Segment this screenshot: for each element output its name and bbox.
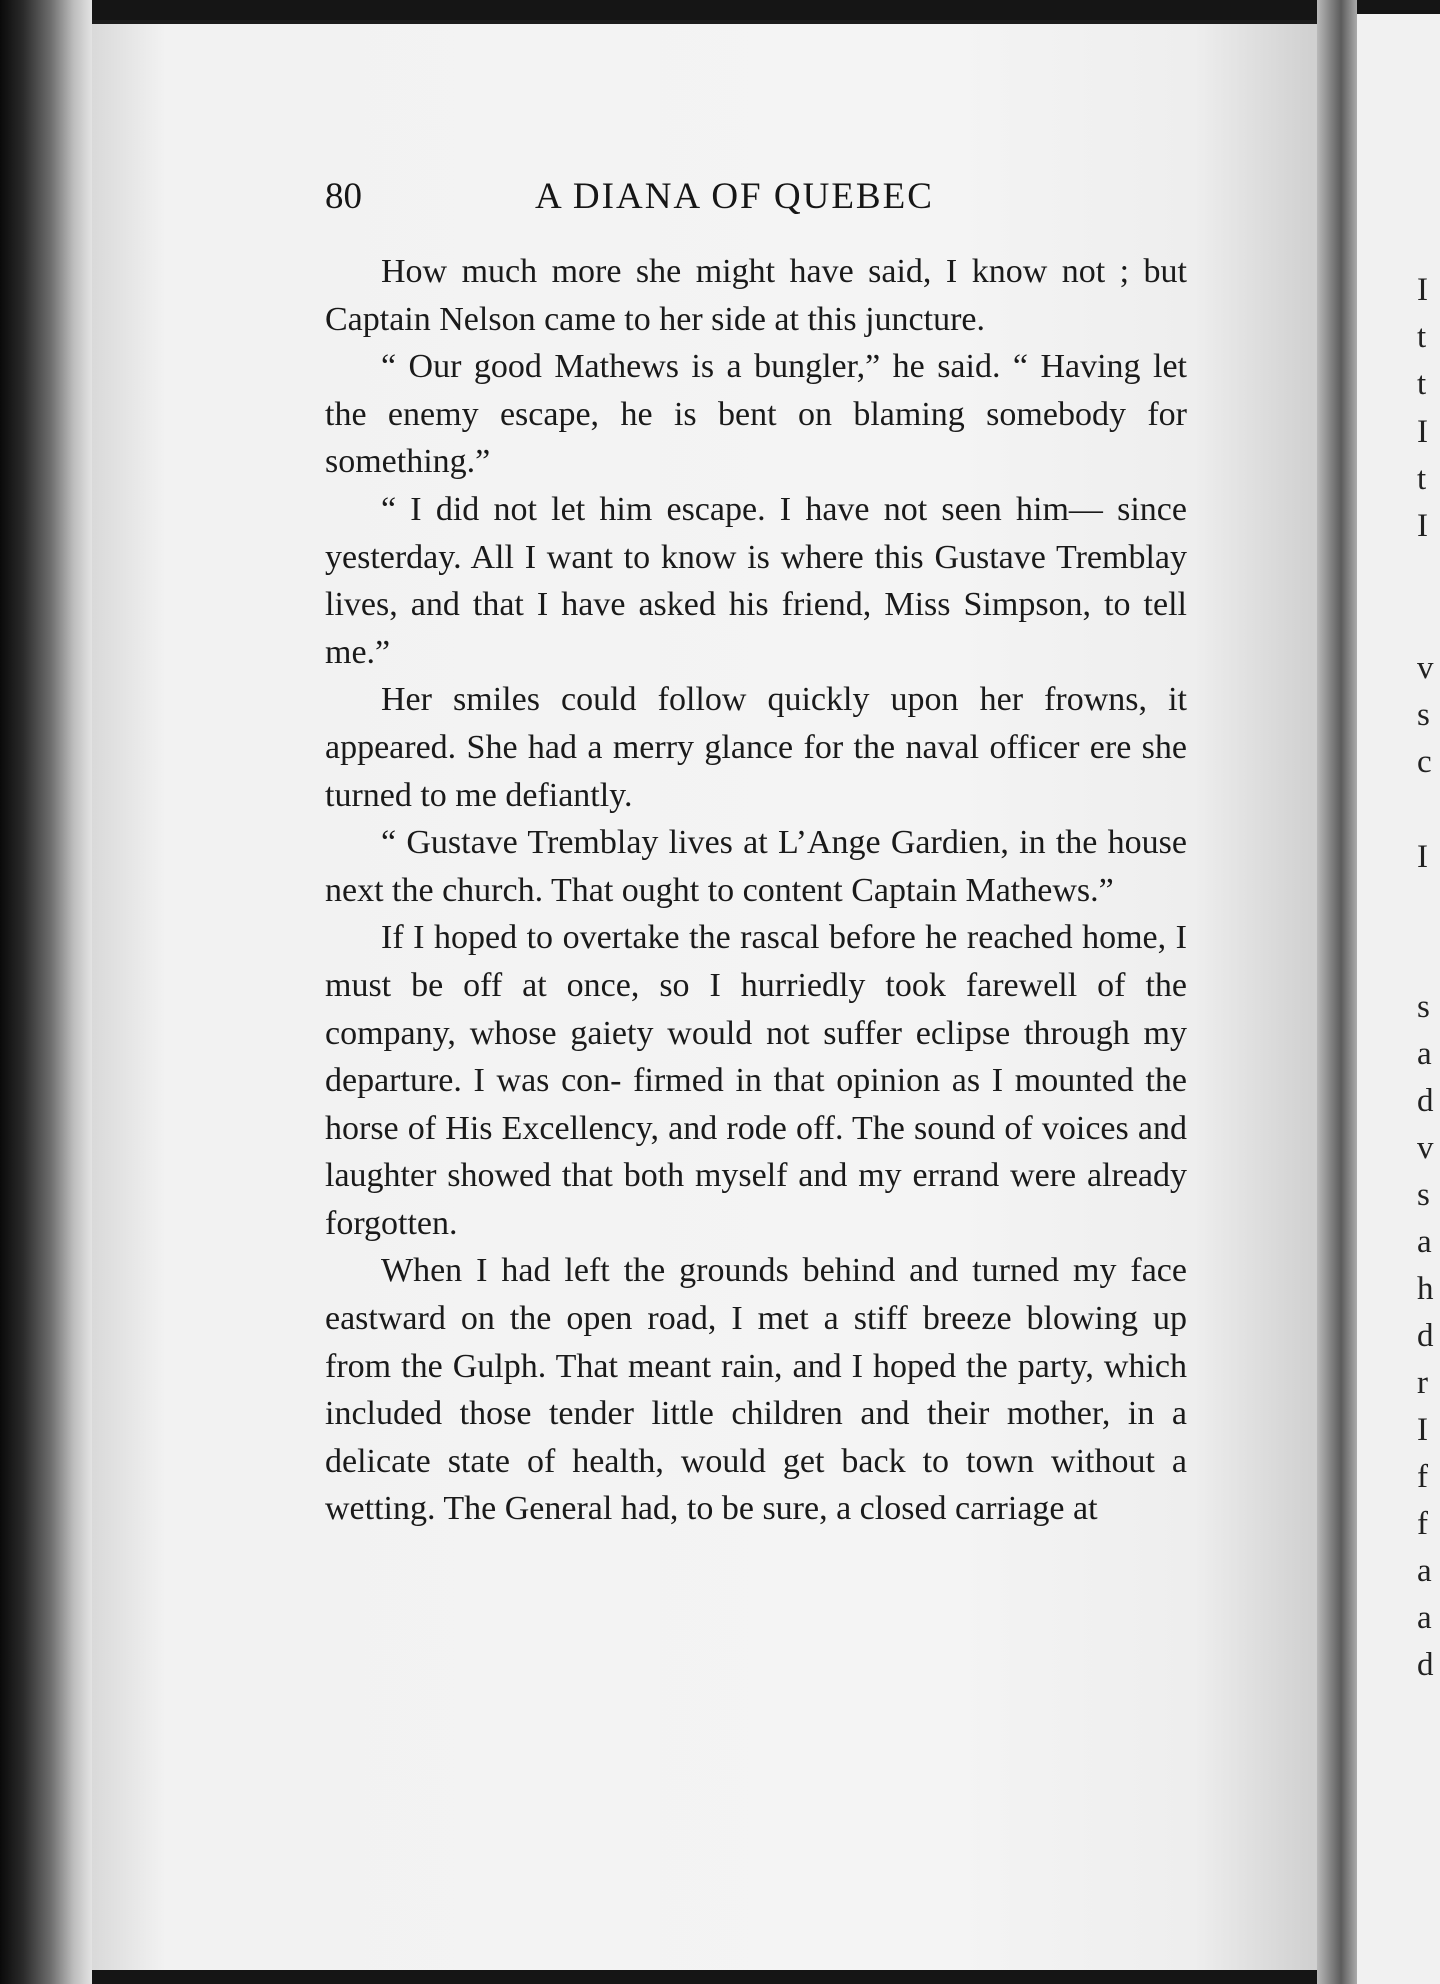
edge-letter: h [1417, 1271, 1434, 1307]
edge-letter: I [1417, 839, 1428, 875]
edge-letter: a [1417, 1600, 1432, 1636]
paragraph: How much more she might have said, I know not ; but Captain Nelson came to her side at this juncture. [325, 253, 1187, 338]
edge-letter: s [1417, 989, 1430, 1025]
edge-letter: t [1417, 319, 1427, 355]
edge-letter: v [1417, 650, 1434, 686]
edge-letter: r [1417, 1365, 1428, 1401]
edge-letter: a [1417, 1553, 1432, 1589]
edge-letter: s [1417, 1177, 1430, 1213]
edge-letter: a [1417, 1036, 1432, 1072]
edge-letter: d [1417, 1318, 1434, 1354]
left-binding [0, 0, 92, 1984]
edge-letter: I [1417, 272, 1428, 308]
book-gutter [1317, 0, 1357, 1984]
running-title: A DIANA OF QUEBEC [535, 176, 934, 217]
edge-letter: I [1417, 1412, 1428, 1448]
paragraph: When I had left the grounds behind and turned my face eastward on the open road, I met a stiff breeze blowing up from the Gulph. That meant rain, and I hoped the party, which included those tender little children and their mother, in a delicate state of health, would get back to town without a wetting. The General had, to be sure, a closed carriage at [325, 1252, 1187, 1528]
paragraph: “ I did not let him escape. I have not seen him— since yesterday. All I want to know is where this Gustave Tremblay lives, and that I have asked his friend, Miss Simpson, to tell me.” [325, 490, 1187, 671]
page-number: 80 [325, 176, 362, 217]
edge-letter: c [1417, 744, 1432, 780]
paragraph: Her smiles could follow quickly upon her frowns, it appeared. She had a merry glance for the naval officer ere she turned to me defiantly. [325, 681, 1187, 814]
facing-page-edge [1357, 14, 1440, 1984]
edge-letter: f [1417, 1506, 1428, 1542]
edge-letter: a [1417, 1224, 1432, 1260]
edge-letter: s [1417, 697, 1430, 733]
edge-letter: d [1417, 1647, 1434, 1683]
edge-letter: d [1417, 1083, 1434, 1119]
facing-page-letters [1357, 14, 1440, 1984]
edge-letter: t [1417, 366, 1427, 402]
edge-letter: f [1417, 1459, 1428, 1495]
page-header [325, 175, 1185, 225]
paragraph: “ Our good Mathews is a bungler,” he said. “ Having let the enemy escape, he is bent on blaming somebody for something.” [325, 348, 1187, 481]
paragraph: If I hoped to overtake the rascal before he reached home, I must be off at once, so I hurriedly took farewell of the company, whose gaiety would not suffer eclipse through my departure. I was con- firmed in that opinion as I mounted the horse of His Excellency, and rode off. The sound of voices and laughter showed that both myself and my errand were already forgotten. [325, 919, 1187, 1242]
body-text [325, 248, 1187, 1533]
edge-letter: I [1417, 508, 1428, 544]
edge-letter: v [1417, 1130, 1434, 1166]
edge-letter: t [1417, 461, 1427, 497]
edge-letter: I [1417, 414, 1428, 450]
paragraph: “ Gustave Tremblay lives at L’Ange Gardien, in the house next the church. That ought to content Captain Mathews.” [325, 824, 1187, 909]
